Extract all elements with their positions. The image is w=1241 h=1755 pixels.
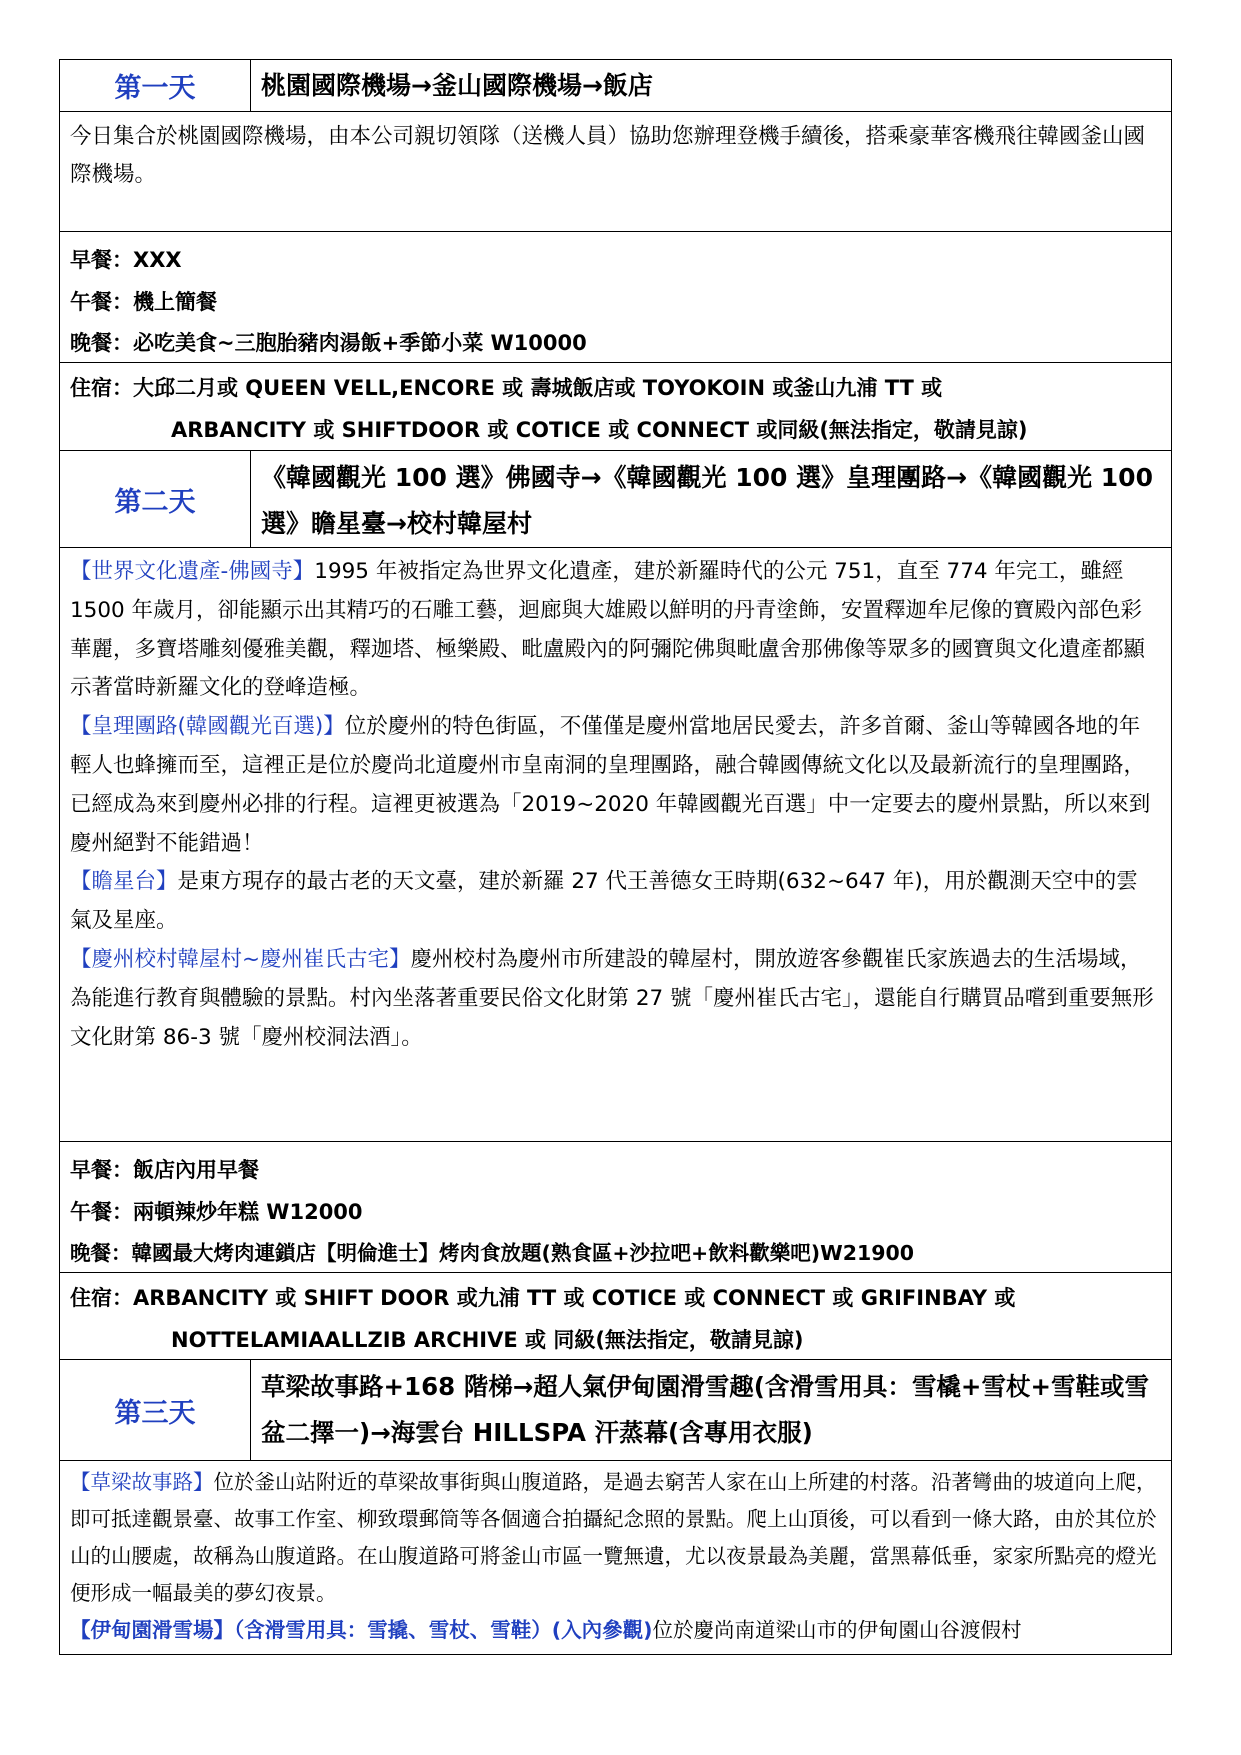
day2-section-1-body: 位於慶州的特色街區，不僅僅是慶州當地居民愛去，許多首爾、釜山等韓國各地的年輕人也蜂擁而至，這裡正是位於慶尚北道慶州市皇南洞的皇理團路，融合韓國傳統文化以及最新流行的皇理團路，已經成為來到慶州必排的行程。這裡更被選為「2019~2020 年韓國觀光百選」中一定要去的慶州景點，所以來到慶州絕對不能錯過！ xyxy=(70,714,1151,856)
day2-stay xyxy=(60,1273,1171,1360)
day2-section-2-body: 是東方現存的最古老的天文臺，建於新羅 27 代王善德女王時期(632~647 年)，用於觀測天空中的雲氣及星座。 xyxy=(70,869,1138,934)
day2-meals xyxy=(60,1142,1171,1273)
day3-label: 第三天 xyxy=(60,1360,251,1460)
itinerary-table xyxy=(59,59,1172,1655)
day3-section-1-body: 位於慶尚南道梁山市的伊甸園山谷渡假村 xyxy=(652,1618,1022,1642)
day3-header-row xyxy=(60,1360,1171,1461)
day2-section-0 xyxy=(70,553,1159,708)
day2-section-1 xyxy=(70,708,1159,863)
day1-meals xyxy=(60,232,1171,363)
day1-lunch: 午餐：機上簡餐 xyxy=(70,289,217,314)
day2-dinner: 晚餐：韓國最大烤肉連鎖店【明倫進士】烤肉食放題(熟食區+沙拉吧+飲料歡樂吧)W21900 xyxy=(70,1241,915,1265)
day2-description-block xyxy=(60,548,1171,1142)
day1-stay xyxy=(60,363,1171,451)
day2-section-0-title: 【世界文化遺產-佛國寺】 xyxy=(70,559,315,584)
day2-route: 《韓國觀光 100 選》佛國寺→《韓國觀光 100 選》皇理團路→《韓國觀光 100 選》瞻星臺→校村韓屋村 xyxy=(261,463,1153,538)
day1-dinner: 晚餐：必吃美食~三胞胎豬肉湯飯+季節小菜 W10000 xyxy=(70,331,587,355)
day3-section-0 xyxy=(70,1464,1159,1612)
day3-section-0-title: 【草梁故事路】 xyxy=(70,1470,214,1494)
day3-section-0-body: 位於釜山站附近的草梁故事街與山腹道路，是過去窮苦人家在山上所建的村落。沿著彎曲的坡道向上爬，即可抵達觀景臺、故事工作室、柳致環郵筒等各個適合拍攝紀念照的景點。爬上山頂後，可以看到一條大路，由於其位於山的山腰處，故稱為山腹道路。在山腹道路可將釜山市區一覽無遺，尤以夜景最為美麗，當黑幕低垂，家家所點亮的燈光便形成一幅最美的夢幻夜景。 xyxy=(70,1470,1157,1605)
day2-stay-line2: NOTTELAMIAALLZIB ARCHIVE 或 同級(無法指定，敬請見諒) xyxy=(171,1328,804,1352)
day1-stay-line1: 住宿：大邱二月或 QUEEN VELL,ENCORE 或 壽城飯店或 TOYOKOIN 或釜山九浦 TT 或 xyxy=(70,376,943,400)
day2-breakfast: 早餐：飯店內用早餐 xyxy=(70,1158,259,1182)
day1-header-row xyxy=(60,60,1171,112)
day1-description-block xyxy=(60,112,1171,232)
day2-stay-line1: 住宿：ARBANCITY 或 SHIFT DOOR 或九浦 TT 或 COTICE 或 CONNECT 或 GRIFINBAY 或 xyxy=(70,1286,1016,1310)
day1-route: 桃園國際機場→釜山國際機場→飯店 xyxy=(261,71,653,100)
day1-description: 今日集合於桃園國際機場，由本公司親切領隊（送機人員）協助您辦理登機手續後，搭乘豪華客機飛往韓國釜山國際機場。 xyxy=(70,124,1146,187)
day2-section-1-title: 【皇理團路(韓國觀光百選)】 xyxy=(70,714,345,740)
day1-label: 第一天 xyxy=(60,60,251,111)
day2-section-3-body: 慶州校村為慶州市所建設的韓屋村，開放遊客參觀崔氏家族過去的生活場域，為能進行教育與體驗的景點。村內坐落著重要民俗文化財第 27 號「慶州崔氏古宅」，還能自行購買品嚐到重要無形文化財第 86-3 號「慶州校洞法酒」。 xyxy=(70,946,1154,1050)
day1-breakfast: 早餐：XXX xyxy=(70,248,182,272)
day3-route: 草梁故事路+168 階梯→超人氣伊甸園滑雪趣(含滑雪用具：雪橇+雪杖+雪鞋或雪盆二擇一)→海雲台 HILLSPA 汗蒸幕(含專用衣服) xyxy=(261,1372,1149,1447)
day2-section-3 xyxy=(70,941,1159,1057)
day2-section-2-title: 【瞻星台】 xyxy=(70,869,178,895)
day3-section-1-title: 【伊甸園滑雪場】（含滑雪用具：雪撬、雪杖、雪鞋）(入內參觀) xyxy=(70,1618,653,1642)
day3-section-1 xyxy=(70,1612,1159,1649)
day1-stay-line2: ARBANCITY 或 SHIFTDOOR 或 COTICE 或 CONNECT 或同級(無法指定，敬請見諒) xyxy=(171,418,1028,442)
day2-section-0-body: 1995 年被指定為世界文化遺產，建於新羅時代的公元 751，直至 774 年完工，雖經 1500 年歲月，卻能顯示出其精巧的石雕工藝，迴廊與大雄殿以鮮明的丹青塗飾，安置釋迦牟尼像的寶殿內部色彩華麗，多寶塔雕刻優雅美觀，釋迦塔、極樂殿、毗盧殿內的阿彌陀佛與毗盧舍那佛像等眾多的國寶與文化遺產都顯示著當時新羅文化的登峰造極。 xyxy=(70,559,1146,701)
day2-header-row xyxy=(60,451,1171,548)
day2-section-3-title: 【慶州校村韓屋村~慶州崔氏古宅】 xyxy=(70,946,411,972)
day3-description-block xyxy=(60,1461,1171,1654)
day2-label: 第二天 xyxy=(60,451,251,547)
day2-section-2 xyxy=(70,863,1159,941)
day2-lunch: 午餐：兩頓辣炒年糕 W12000 xyxy=(70,1199,363,1224)
